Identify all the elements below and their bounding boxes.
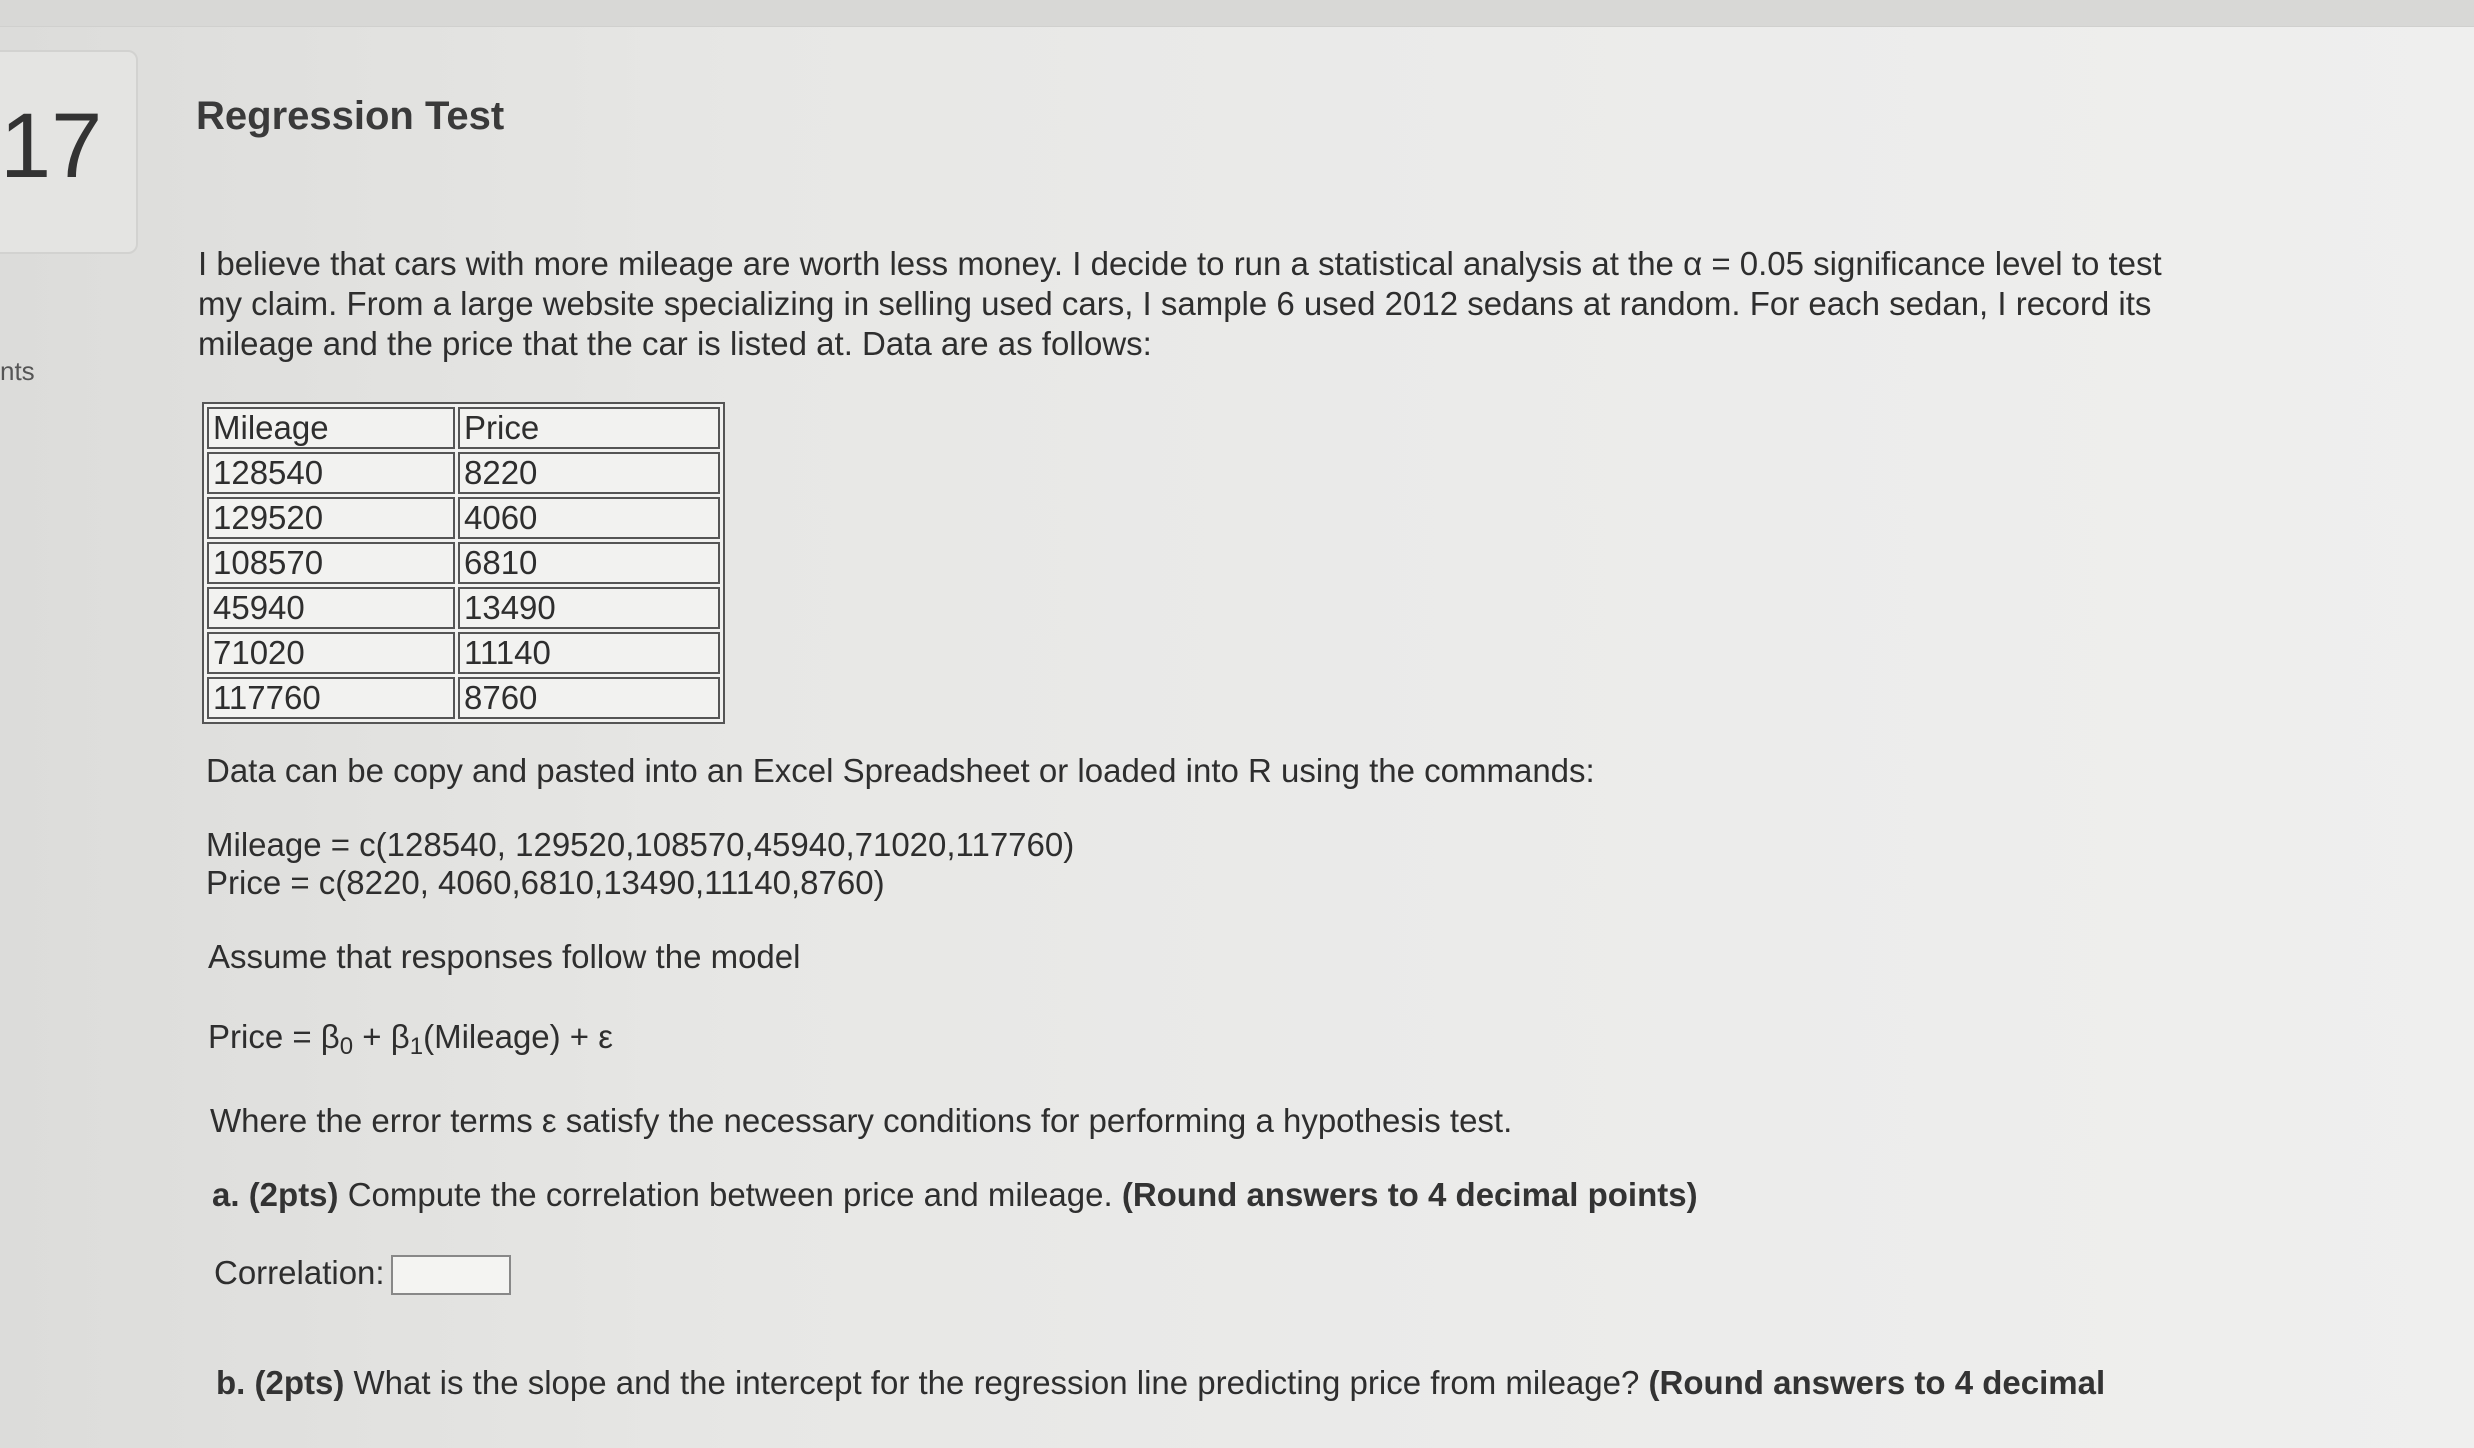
question-number: 17 bbox=[0, 95, 103, 197]
table-header-row bbox=[207, 407, 720, 449]
table-cell: 6810 bbox=[458, 542, 720, 584]
model-mid: + β bbox=[353, 1018, 410, 1055]
top-strip bbox=[0, 0, 2474, 27]
part-a-question bbox=[212, 1176, 1698, 1214]
part-a-label: a. (2pts) bbox=[212, 1176, 339, 1213]
table-cell: 13490 bbox=[458, 587, 720, 629]
table-cell: 11140 bbox=[458, 632, 720, 674]
table-row bbox=[207, 587, 720, 629]
table-cell: 108570 bbox=[207, 542, 455, 584]
part-a-note: (Round answers to 4 decimal points) bbox=[1121, 1176, 1698, 1213]
r-command-price: Price = c(8220, 4060,6810,13490,11140,8760) bbox=[206, 864, 885, 901]
copy-paste-instructions: Data can be copy and pasted into an Excel Spreadsheet or loaded into R using the commands: bbox=[206, 752, 1595, 789]
beta1-subscript: 1 bbox=[409, 1033, 424, 1060]
table-cell: 45940 bbox=[207, 587, 455, 629]
table-cell: 117760 bbox=[207, 677, 455, 719]
beta0-subscript: 0 bbox=[339, 1033, 354, 1060]
table-cell: 8760 bbox=[458, 677, 720, 719]
table-cell: 4060 bbox=[458, 497, 720, 539]
part-b-label: b. (2pts) bbox=[216, 1364, 345, 1401]
table-row bbox=[207, 632, 720, 674]
correlation-input[interactable] bbox=[391, 1255, 511, 1295]
table-cell: 8220 bbox=[458, 452, 720, 494]
table-cell: 129520 bbox=[207, 497, 455, 539]
table-cell: 128540 bbox=[207, 452, 455, 494]
model-assumption: Assume that responses follow the model bbox=[208, 938, 801, 975]
question-title: Regression Test bbox=[196, 94, 505, 138]
model-suffix: (Mileage) + ε bbox=[423, 1018, 613, 1055]
part-a-text: Compute the correlation between price and mileage. bbox=[338, 1176, 1122, 1213]
table-row bbox=[207, 497, 720, 539]
part-b-question bbox=[216, 1364, 2105, 1402]
table-cell: 71020 bbox=[207, 632, 455, 674]
question-intro: I believe that cars with more mileage are worth less money. I decide to run a statistical analysis at the α = 0.05 significance level to test my claim. From a large website specializing in selling used cars, I sample 6 used 2012 sedans at random. For each sedan, I record its mileage and the price that the car is listed at. Data are as follows: bbox=[198, 245, 2162, 362]
table-row bbox=[207, 452, 720, 494]
model-equation bbox=[208, 1018, 613, 1066]
data-table bbox=[202, 402, 725, 724]
table-row bbox=[207, 542, 720, 584]
correlation-label: Correlation: bbox=[214, 1254, 385, 1291]
model-prefix: Price = β bbox=[208, 1018, 340, 1055]
part-b-text: What is the slope and the intercept for the regression line predicting price from mileage? bbox=[344, 1364, 1649, 1401]
correlation-row bbox=[214, 1254, 511, 1295]
table-header-cell: Mileage bbox=[207, 407, 455, 449]
table-row bbox=[207, 677, 720, 719]
points-label: nts bbox=[0, 356, 35, 386]
r-command-mileage: Mileage = c(128540, 129520,108570,45940,71020,117760) bbox=[206, 826, 1075, 863]
error-conditions: Where the error terms ε satisfy the necessary conditions for performing a hypothesis test. bbox=[210, 1102, 1513, 1139]
part-b-note: (Round answers to 4 decimal bbox=[1648, 1364, 2106, 1401]
table-header-cell: Price bbox=[458, 407, 720, 449]
